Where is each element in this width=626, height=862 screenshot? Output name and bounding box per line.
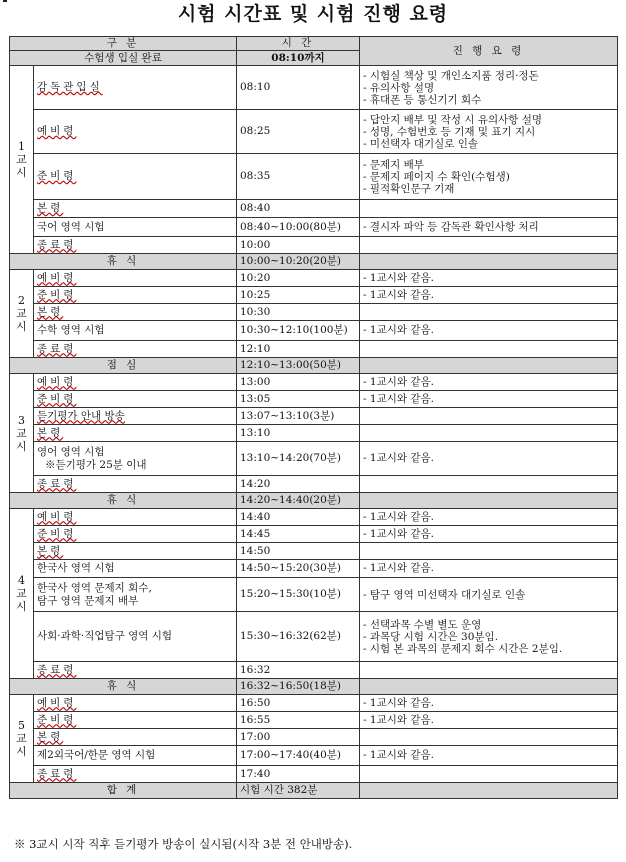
table-row [10,374,618,391]
period-5-label: 5 교 시 [10,695,34,783]
note-cell: - 결시자 파악 등 감독관 확인사항 처리 [360,218,618,237]
schedule-table [9,36,618,799]
time-cell: 15:20∼15:30(10분) [237,578,360,612]
table-row [10,154,618,200]
note-cell [360,200,618,218]
note-cell: - 1교시와 같음. [360,321,618,341]
time-cell: 08:10 [237,66,360,110]
table-row [10,287,618,304]
event-cell: 종료령 [34,476,237,493]
event-cell: 준비령 [34,391,237,408]
period-2-label: 2 교 시 [10,270,34,358]
table-row [10,321,618,341]
note-cell: - 선택과목 수별 별도 운영 - 과목당 시험 시간은 30분임. - 시험 본 과목의 문제지 회수 시간은 2분임. [360,612,618,662]
note-cell: - 답안지 배부 및 작성 시 유의사항 설명 - 성명, 수험번호 등 기재 및 표기 지시 - 미선택자 대기실로 인솔 [360,110,618,154]
table-row [10,526,618,543]
time-cell: 13:07∼13:10(3분) [237,408,360,425]
break-row [10,254,618,270]
event-cell: 한국사 영역 시험 [34,560,237,578]
event-cell: 본령 [34,200,237,218]
note-cell [360,476,618,493]
entry-label: 수험생 입실 완료 [10,51,237,66]
note-cell: - 1교시와 같음. [360,287,618,304]
time-cell: 17:00 [237,729,360,746]
table-row [10,612,618,662]
event-cell: 영어 영역 시험 ※듣기평가 25분 이내 [34,442,237,476]
event-cell: 본령 [34,425,237,442]
event-cell: 예비령 [34,374,237,391]
entry-time: 08:10까지 [237,51,360,66]
time-cell: 10:00 [237,237,360,254]
note-cell: - 문제지 배부 - 문제지 페이지 수 확인(수험생) - 필적확인문구 기재 [360,154,618,200]
time-cell: 17:40 [237,766,360,783]
note-cell [360,408,618,425]
note-cell: - 1교시와 같음. [360,526,618,543]
total-time: 시험 시간 382분 [237,783,360,799]
note-cell: - 시험실 책상 및 개인소지품 정리·정돈 - 유의사항 설명 - 휴대폰 등 통신기기 회수 [360,66,618,110]
table-row [10,110,618,154]
table-row [10,712,618,729]
break-row [10,679,618,695]
time-cell: 08:25 [237,110,360,154]
event-cell: 종료령 [34,662,237,679]
total-label: 합 계 [10,783,237,799]
time-cell: 08:40∼10:00(80분) [237,218,360,237]
note-cell [360,341,618,358]
event-cell: 국어 영역 시험 [34,218,237,237]
note-cell [360,766,618,783]
note-cell [360,729,618,746]
table-row [10,237,618,254]
break-label: 휴 식 [10,254,237,270]
event-cell: 준비령 [34,287,237,304]
event-cell: 감독관입실 [34,66,237,110]
event-cell: 예비령 [34,509,237,526]
event-cell: 듣기평가 안내 방송 [34,408,237,425]
note-cell [360,425,618,442]
table-row [10,341,618,358]
table-row [10,509,618,526]
header-procedure: 진 행 요 령 [360,37,618,66]
time-cell: 14:20 [237,476,360,493]
event-cell: 예비령 [34,695,237,712]
lunch-label: 점 심 [10,358,237,374]
time-cell: 13:00 [237,374,360,391]
event-cell: 준비령 [34,154,237,200]
note-cell [360,543,618,560]
table-row [10,476,618,493]
lunch-time: 12:10∼13:00(50분) [237,358,360,374]
table-row [10,578,618,612]
note-cell: - 1교시와 같음. [360,391,618,408]
note-cell: - 1교시와 같음. [360,746,618,766]
time-cell: 15:30∼16:32(62분) [237,612,360,662]
period-1-label: 1 교 시 [10,66,34,254]
table-row [10,560,618,578]
break-label: 휴 식 [10,493,237,509]
header-division: 구 분 [10,37,237,51]
break-row [10,493,618,509]
note-cell: - 1교시와 같음. [360,509,618,526]
table-row [10,746,618,766]
event-cell: 예비령 [34,270,237,287]
time-cell: 14:40 [237,509,360,526]
time-cell: 08:35 [237,154,360,200]
time-cell: 17:00∼17:40(40분) [237,746,360,766]
note-cell: - 1교시와 같음. [360,270,618,287]
time-cell: 08:40 [237,200,360,218]
period-3-label: 3 교 시 [10,374,34,493]
table-row [10,662,618,679]
footnote: ※ 3교시 시작 직후 듣기평가 방송이 실시됨(시작 3분 전 안내방송). [14,837,353,851]
table-row [10,729,618,746]
time-cell: 16:50 [237,695,360,712]
event-cell: 제2외국어/한문 영역 시험 [34,746,237,766]
note-cell [360,237,618,254]
time-cell: 12:10 [237,341,360,358]
event-cell: 준비령 [34,526,237,543]
header-time: 시 간 [237,37,360,51]
total-row [10,783,618,799]
table-row [10,442,618,476]
time-cell: 10:20 [237,270,360,287]
table-row [10,270,618,287]
time-cell: 14:50∼15:20(30분) [237,560,360,578]
table-row [10,543,618,560]
time-cell: 10:30∼12:10(100분) [237,321,360,341]
note-cell: - 1교시와 같음. [360,695,618,712]
time-cell: 14:45 [237,526,360,543]
break-time: 16:32∼16:50(18분) [237,679,360,695]
event-cell: 준비령 [34,712,237,729]
table-row [10,66,618,110]
table-row [10,408,618,425]
page-title: 시험 시간표 및 시험 진행 요령 [177,3,449,25]
time-cell: 10:30 [237,304,360,321]
note-cell: - 1교시와 같음. [360,712,618,729]
time-cell: 16:55 [237,712,360,729]
event-cell: 한국사 영역 문제지 회수, 탐구 영역 문제지 배부 [34,578,237,612]
note-cell [360,662,618,679]
time-cell: 13:05 [237,391,360,408]
event-cell: 예비령 [34,110,237,154]
note-cell: - 1교시와 같음. [360,442,618,476]
time-cell: 10:25 [237,287,360,304]
table-row [10,425,618,442]
time-cell: 16:32 [237,662,360,679]
period-4-label: 4 교 시 [10,509,34,679]
break-time: 10:00∼10:20(20분) [237,254,360,270]
event-cell: 종료령 [34,766,237,783]
break-time: 14:20∼14:40(20분) [237,493,360,509]
table-row [10,304,618,321]
time-cell: 13:10 [237,425,360,442]
lunch-row [10,358,618,374]
note-cell [360,304,618,321]
note-cell: - 탐구 영역 미선택자 대기실로 인솔 [360,578,618,612]
time-cell: 13:10∼14:20(70분) [237,442,360,476]
event-cell: 본령 [34,729,237,746]
event-cell: 사회·과학·직업탐구 영역 시험 [34,612,237,662]
event-cell: 종료령 [34,237,237,254]
table-header-row [10,37,618,51]
event-cell: 본령 [34,543,237,560]
note-cell: - 1교시와 같음. [360,560,618,578]
event-cell: 종료령 [34,341,237,358]
break-label: 휴 식 [10,679,237,695]
table-row [10,200,618,218]
note-cell: - 1교시와 같음. [360,374,618,391]
time-cell: 14:50 [237,543,360,560]
event-cell: 본령 [34,304,237,321]
table-row [10,391,618,408]
event-cell: 수학 영역 시험 [34,321,237,341]
table-row [10,218,618,237]
table-row [10,695,618,712]
table-row [10,766,618,783]
